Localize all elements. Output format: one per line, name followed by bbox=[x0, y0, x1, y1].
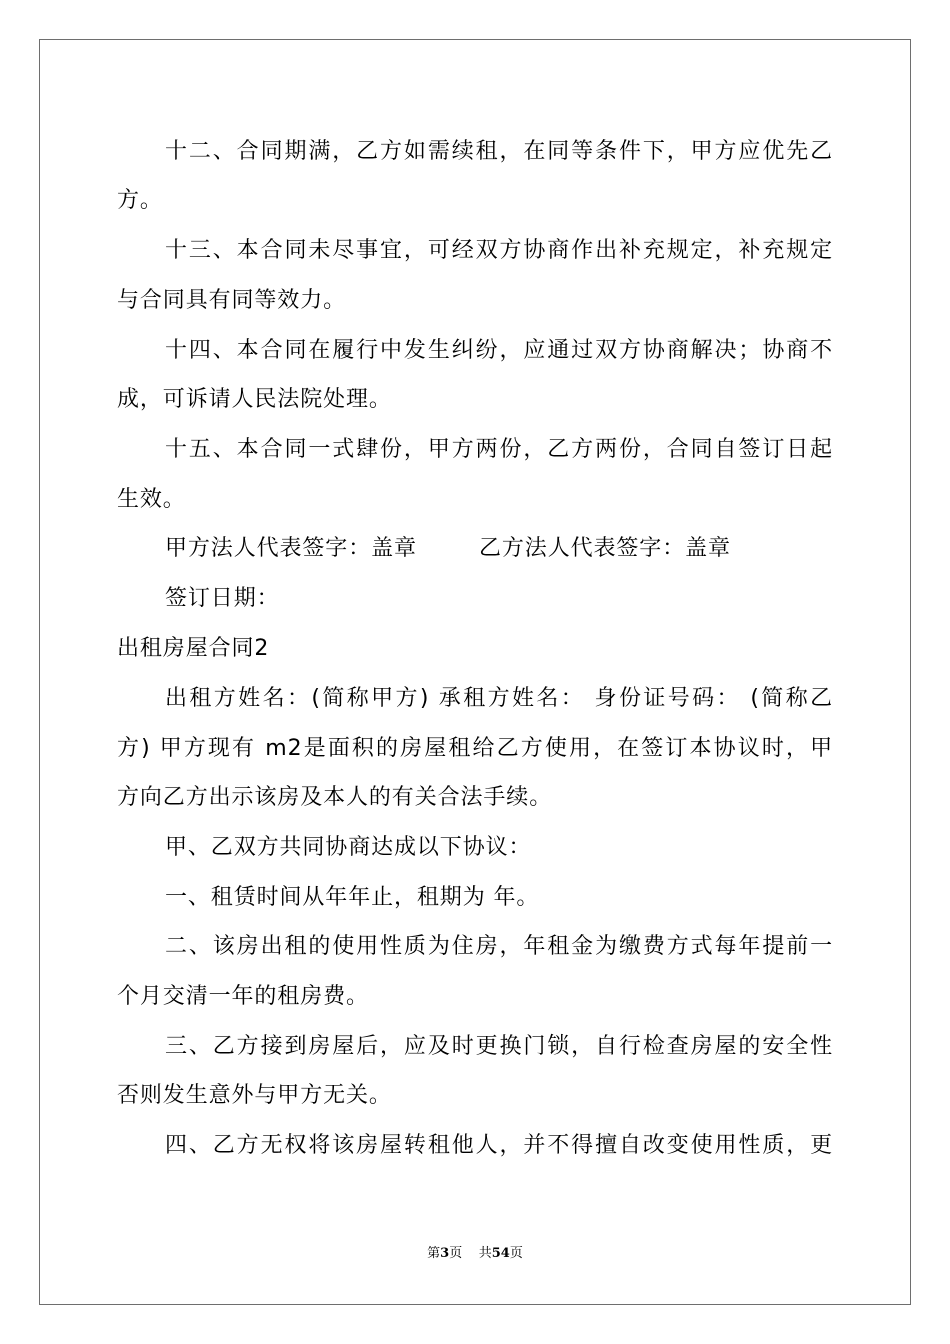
signature-line bbox=[165, 534, 833, 564]
paragraph-line: 否则发生意外与甲方无关。 bbox=[117, 1083, 392, 1108]
total-pages: 54 bbox=[491, 1246, 510, 1261]
total-prefix: 共 bbox=[478, 1246, 492, 1261]
paragraph-line: 十三、本合同未尽事宜，可经双方协商作出补充规定，补充规定 bbox=[165, 238, 833, 263]
section-title: 出租房屋合同2 bbox=[117, 636, 270, 661]
paragraph-line: 十二、合同期满，乙方如需续租，在同等条件下，甲方应优先乙 bbox=[165, 139, 833, 164]
party-b-signature: 乙方法人代表签字：盖章 bbox=[479, 536, 731, 561]
party-a-signature: 甲方法人代表签字：盖章 bbox=[165, 536, 417, 561]
total-suffix: 页 bbox=[509, 1246, 523, 1261]
page-number: 3 bbox=[440, 1246, 450, 1261]
paragraph-line: 个月交清一年的租房费。 bbox=[117, 984, 369, 1009]
page-border bbox=[39, 39, 911, 1305]
paragraph-line: 成，可诉请人民法院处理。 bbox=[117, 387, 392, 412]
paragraph-line: 四、乙方无权将该房屋转租他人，并不得擅自改变使用性质，更 bbox=[165, 1133, 833, 1158]
paragraph-line: 方向乙方出示该房及本人的有关合法手续。 bbox=[117, 785, 553, 810]
paragraph-line: 与合同具有同等效力。 bbox=[117, 288, 347, 313]
paragraph-line: 一、租赁时间从年年止，租期为 年。 bbox=[165, 885, 540, 910]
paragraph-line: 十五、本合同一式肆份，甲方两份，乙方两份，合同自签订日起 bbox=[165, 437, 833, 462]
paragraph-line: 三、乙方接到房屋后，应及时更换门锁，自行检查房屋的安全性 bbox=[165, 1034, 833, 1059]
page-footer bbox=[0, 1245, 950, 1263]
paragraph-line: 生效。 bbox=[117, 487, 186, 512]
paragraph-line: 方。 bbox=[117, 188, 163, 213]
paragraph-line: 甲、乙双方共同协商达成以下协议： bbox=[165, 835, 532, 860]
paragraph-line: 方) 甲方现有 m2是面积的房屋租给乙方使用，在签订本协议时，甲 bbox=[117, 736, 833, 761]
page-prefix: 第 bbox=[427, 1246, 441, 1261]
paragraph-line: 十四、本合同在履行中发生纠纷，应通过双方协商解决；协商不 bbox=[165, 338, 833, 363]
paragraph-line: 二、该房出租的使用性质为住房，年租金为缴费方式每年提前一 bbox=[165, 934, 833, 959]
paragraph-line: 出租方姓名：(简称甲方) 承租方姓名： 身份证号码： (简称乙 bbox=[165, 686, 833, 711]
sign-date-label: 签订日期： bbox=[165, 586, 280, 611]
page-suffix: 页 bbox=[449, 1246, 463, 1261]
